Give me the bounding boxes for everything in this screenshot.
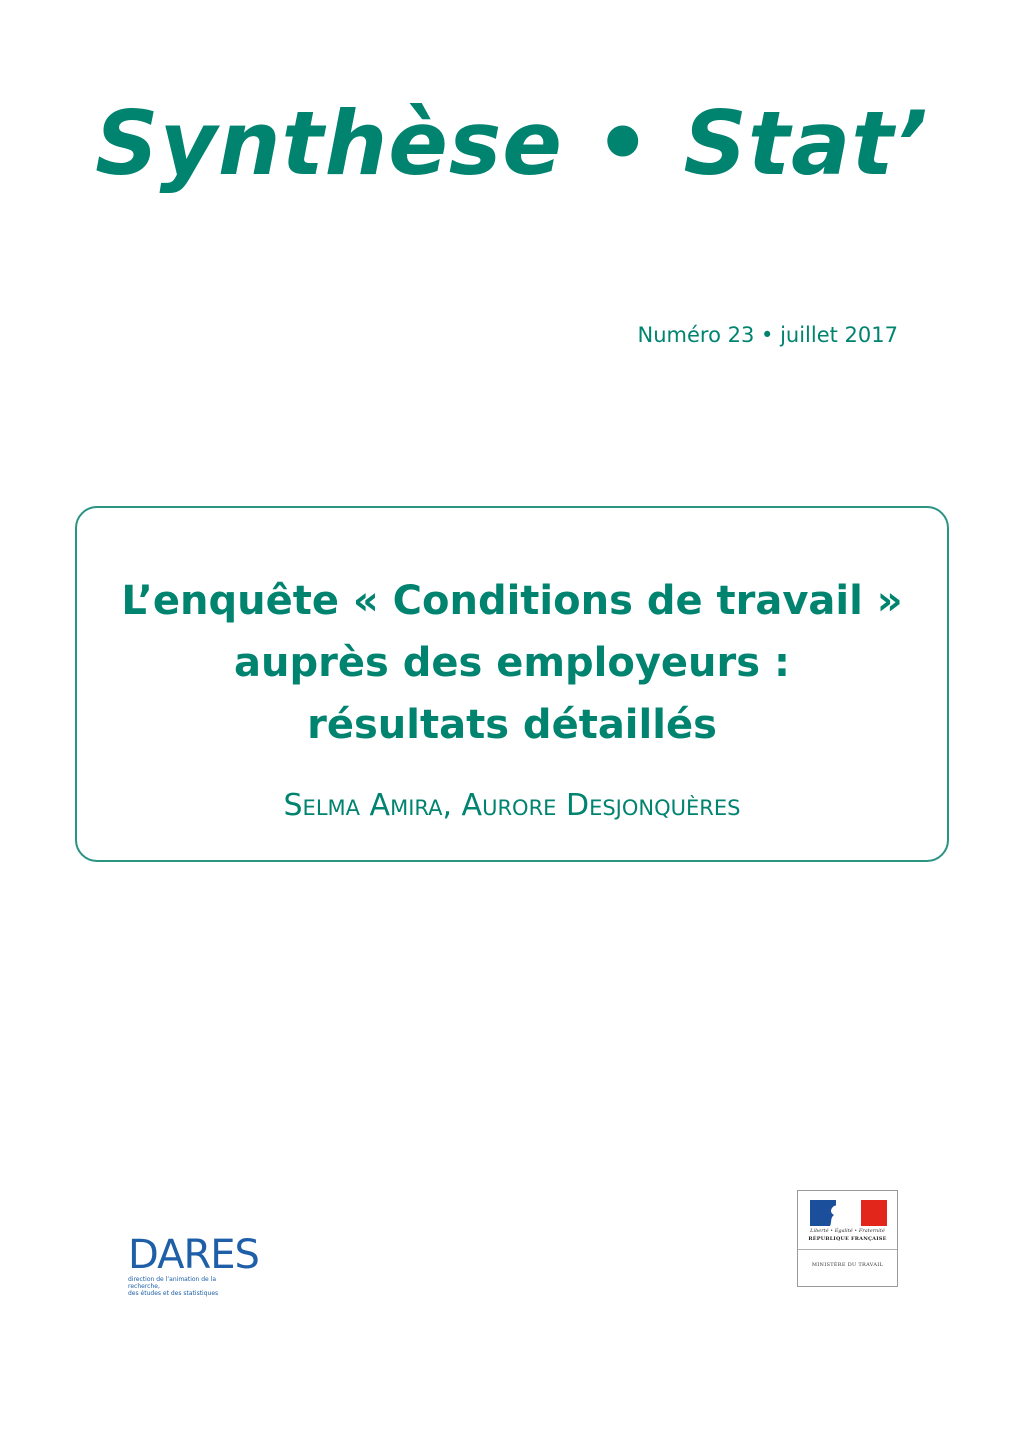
republic-name: RÉPUBLIQUE FRANÇAISE bbox=[808, 1236, 887, 1242]
republic-motto: Liberté • Égalité • Fraternité bbox=[810, 1228, 885, 1234]
document-title bbox=[77, 570, 947, 756]
document-title-line-3: résultats détaillés bbox=[307, 702, 717, 748]
ministry-name: MINISTÈRE DU TRAVAIL bbox=[811, 1262, 884, 1268]
dares-logo bbox=[128, 1232, 259, 1297]
flag-red-band bbox=[861, 1200, 887, 1226]
issue-number-date: Numéro 23 • juillet 2017 bbox=[637, 323, 898, 347]
authors: Selma Amira, Aurore Desjonquères bbox=[283, 788, 741, 823]
marianne-flag-icon bbox=[810, 1200, 887, 1226]
dares-wordmark: DARES bbox=[128, 1232, 259, 1278]
ministry-logo bbox=[797, 1190, 898, 1287]
title-box bbox=[75, 506, 949, 862]
dares-subtitle bbox=[128, 1276, 234, 1297]
series-title: Synthèse • Stat’ bbox=[95, 92, 929, 195]
document-title-line-1: L’enquête « Conditions de travail » bbox=[121, 578, 903, 624]
dares-subtitle-line-2: des études et des statistiques bbox=[128, 1290, 219, 1297]
dares-subtitle-line-1: direction de l’animation de la recherche, bbox=[128, 1276, 217, 1290]
document-title-line-2: auprès des employeurs : bbox=[234, 640, 790, 686]
logo-divider bbox=[798, 1249, 897, 1250]
